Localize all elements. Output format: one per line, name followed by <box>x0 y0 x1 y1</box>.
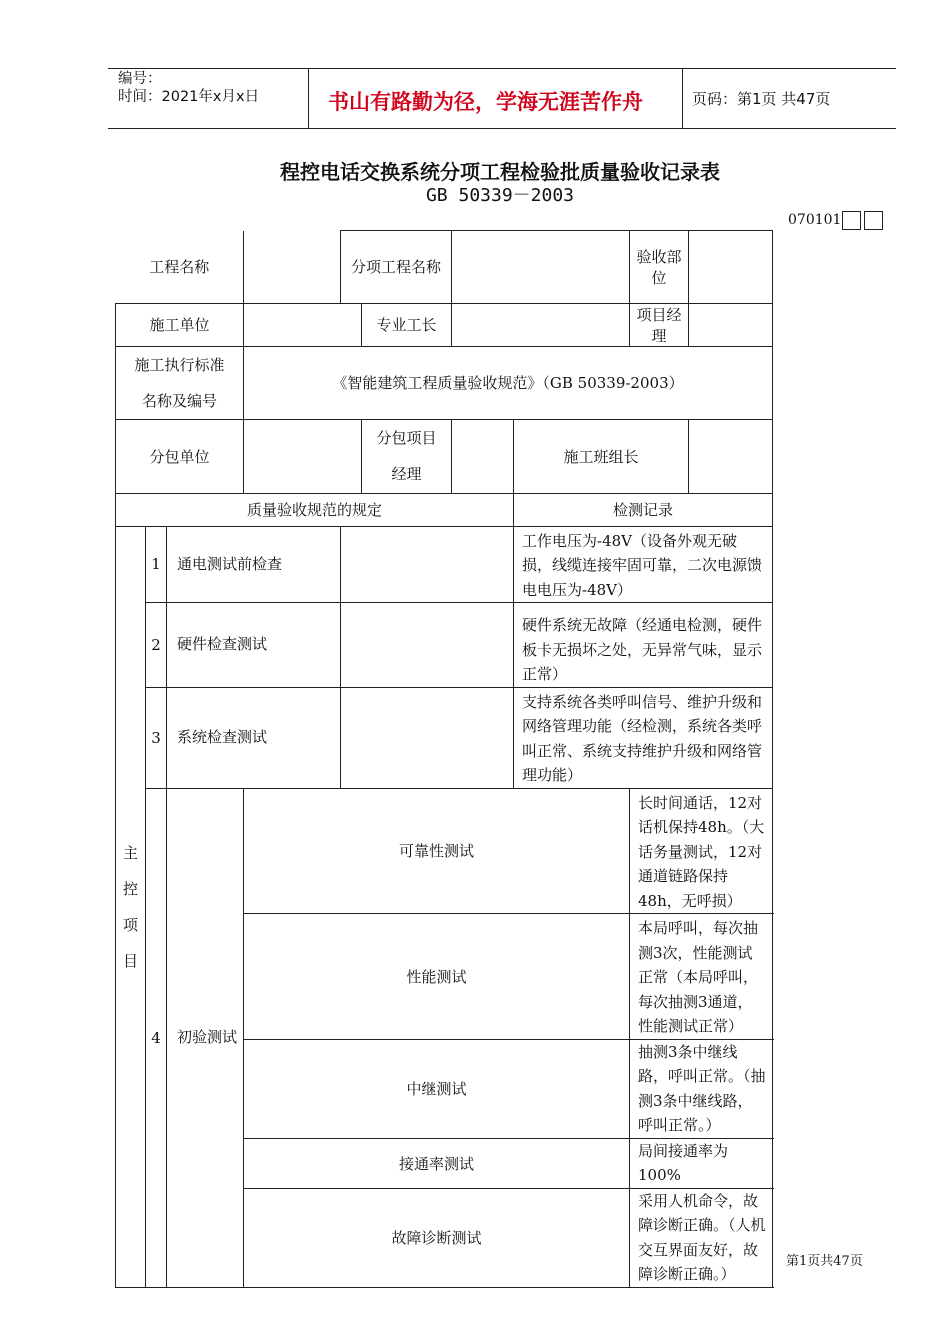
main-control-label: 主 控 项 目 <box>116 526 146 1287</box>
project-name-label: 工程名称 <box>116 231 244 303</box>
item-spec[interactable] <box>341 687 514 788</box>
header-motto: 书山有路勤为径，学海无涯苦作舟 <box>328 90 643 114</box>
header-time: 时间：2021年x月x日 <box>118 89 260 105</box>
subitem-name-value[interactable] <box>452 231 630 304</box>
subitem-name-label: 分项工程名称 <box>341 231 452 304</box>
exec-standard-label: 施工执行标准名称及编号 <box>116 346 244 419</box>
sub-test-record: 抽测3条中继线路，呼叫正常。（抽测3条中继线路，呼叫正常。） <box>630 1039 773 1138</box>
item-number: 4 <box>146 788 167 1287</box>
item-number: 2 <box>146 603 167 688</box>
exec-standard-value: 《智能建筑工程质量验收规范》（GB 50339-2003） <box>244 346 773 419</box>
inspection-table <box>115 230 773 1288</box>
header-bottom-rule <box>108 128 896 129</box>
item-record: 支持系统各类呼叫信号、维护升级和网络管理功能（经检测，系统各类呼叫正常、系统支持维护升级和网络管理功能） <box>514 687 773 788</box>
team-leader-value[interactable] <box>689 419 773 493</box>
sub-test-name: 故障诊断测试 <box>244 1188 630 1287</box>
spec-column-header: 质量验收规范的规定 <box>116 493 514 526</box>
sub-manager-value[interactable] <box>452 419 514 493</box>
sub-test-record: 本局呼叫，每次抽测3次，性能测试正常（本局呼叫，每次抽测3通道，性能测试正常） <box>630 914 773 1040</box>
sub-test-record: 采用人机命令，故障诊断正确。（人机交互界面友好，故障诊断正确。） <box>630 1188 773 1287</box>
item-spec[interactable] <box>341 603 514 688</box>
subcontractor-label: 分包单位 <box>116 419 244 493</box>
sub-test-record: 局间接通率为100% <box>630 1138 773 1188</box>
construction-unit-value[interactable] <box>244 303 362 346</box>
acceptance-part-text: 验收部位 <box>636 247 682 287</box>
project-manager-value[interactable] <box>689 303 773 346</box>
item-record: 硬件系统无故障（经通电检测，硬件板卡无损坏之处，无异常气味，显示正常） <box>514 603 773 688</box>
acceptance-part-label <box>630 231 689 304</box>
item-name: 通电测试前检查 <box>167 526 341 603</box>
foreman-label: 专业工长 <box>362 303 452 346</box>
sub-test-record: 长时间通话，12对话机保持48h。（大话务量测试，12对通道链路保持48h，无呼损） <box>630 788 773 914</box>
item-spec[interactable] <box>341 526 514 603</box>
header-divider-2 <box>682 68 683 129</box>
form-code: 070101 <box>788 212 842 228</box>
item-name: 硬件检查测试 <box>167 603 341 688</box>
sub-test-name: 性能测试 <box>244 914 630 1040</box>
sub-test-name: 接通率测试 <box>244 1138 630 1188</box>
subcontractor-value[interactable] <box>244 419 362 493</box>
foreman-value[interactable] <box>452 303 630 346</box>
project-name-value[interactable] <box>244 231 341 303</box>
item-record: 工作电压为-48V（设备外观无破损，线缆连接牢固可靠，二次电源馈电电压为-48V） <box>514 526 773 603</box>
item-name: 初验测试 <box>167 788 244 1287</box>
item-name: 系统检查测试 <box>167 687 341 788</box>
form-code-box-1[interactable] <box>842 211 861 230</box>
construction-unit-label: 施工单位 <box>116 303 244 346</box>
header-code-label: 编号： <box>118 71 162 87</box>
team-leader-label: 施工班组长 <box>514 419 689 493</box>
project-manager-label: 项目经理 <box>630 303 689 346</box>
page-title: 程控电话交换系统分项工程检验批质量验收记录表 <box>280 160 720 184</box>
sub-test-name: 可靠性测试 <box>244 788 630 914</box>
form-code-box-2[interactable] <box>864 211 883 230</box>
acceptance-part-value[interactable] <box>689 231 773 304</box>
header-page-info: 页码：第1页 共47页 <box>692 90 831 108</box>
sub-test-name: 中继测试 <box>244 1039 630 1138</box>
header-divider-1 <box>308 68 309 129</box>
item-number: 1 <box>146 526 167 603</box>
record-column-header: 检测记录 <box>514 493 773 526</box>
header-top-rule <box>108 68 896 69</box>
standard-code: GB 50339－2003 <box>425 185 575 206</box>
sub-manager-label: 分包项目经理 <box>362 419 452 493</box>
page-footer: 第1页共47页 <box>786 1254 863 1269</box>
item-number: 3 <box>146 687 167 788</box>
